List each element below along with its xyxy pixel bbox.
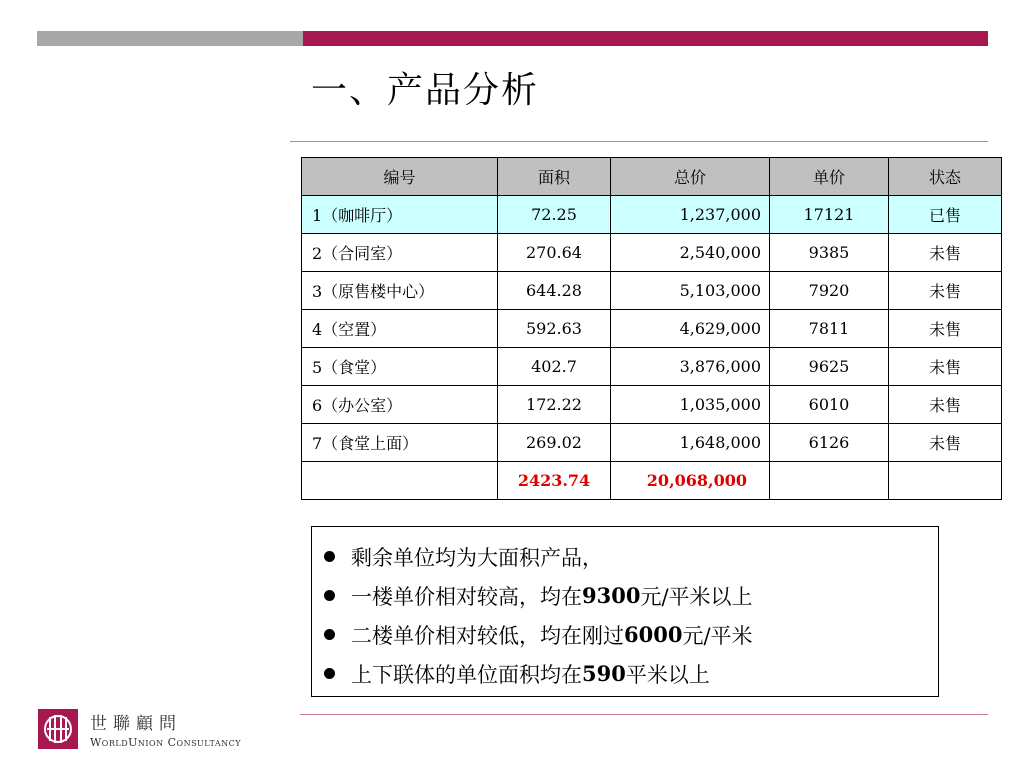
header-cell-unit-price: 单价 [770,158,889,196]
cell-id: 3（原售楼中心） [302,272,498,310]
note-text: 上下联体的单位面积均在 [351,662,582,687]
note-item [324,654,938,693]
cell-unit-price: 6010 [770,386,889,424]
table-row [302,386,1002,424]
note-item [324,615,938,654]
cell-total-label [302,462,498,500]
cell-total-price: 1,648,000 [611,424,770,462]
page-title: 一、产品分析 [311,70,540,111]
cell-area: 644.28 [498,272,611,310]
table-header-row [302,158,1002,196]
cell-total-price: 3,876,000 [611,348,770,386]
cell-id: 1（咖啡厅） [302,196,498,234]
cell-area: 592.63 [498,310,611,348]
note-text-suffix: 元/平米 [682,623,753,648]
brand-name-en: WorldUnion Consultancy [90,736,242,749]
note-number: 590 [582,661,626,686]
table-row [302,310,1002,348]
cell-id: 2（合同室） [302,234,498,272]
note-text-suffix: 平米以上 [625,662,710,687]
cell-total-empty [889,462,1002,500]
cell-unit-price: 7811 [770,310,889,348]
cell-status: 已售 [889,196,1002,234]
cell-status: 未售 [889,386,1002,424]
table-row [302,234,1002,272]
title-divider [290,141,988,142]
cell-status: 未售 [889,234,1002,272]
cell-unit-price: 9625 [770,348,889,386]
worldunion-logo-icon [38,709,78,749]
header-cell-total-price: 总价 [611,158,770,196]
note-item [324,576,938,615]
cell-total-price: 4,629,000 [611,310,770,348]
table-row [302,424,1002,462]
footer-divider [300,714,988,715]
bullet-icon [324,668,335,679]
total-price: 20,068,000 [611,462,770,500]
note-text: 一楼单价相对较高，均在 [351,584,582,609]
cell-id: 5（食堂） [302,348,498,386]
table-row [302,196,1002,234]
cell-total-empty [770,462,889,500]
cell-id: 7（食堂上面） [302,424,498,462]
cell-total-price: 2,540,000 [611,234,770,272]
cell-area: 402.7 [498,348,611,386]
table-total-row [302,462,1002,500]
header-bar-gray [37,31,303,46]
header-cell-area: 面积 [498,158,611,196]
cell-total-price: 1,237,000 [611,196,770,234]
bullet-icon [324,629,335,640]
header-bar-accent [303,31,988,46]
note-number: 9300 [582,583,641,608]
cell-area: 172.22 [498,386,611,424]
cell-id: 6（办公室） [302,386,498,424]
table-row [302,348,1002,386]
cell-status: 未售 [889,272,1002,310]
cell-unit-price: 7920 [770,272,889,310]
cell-area: 72.25 [498,196,611,234]
total-area: 2423.74 [498,462,611,500]
cell-area: 269.02 [498,424,611,462]
cell-area: 270.64 [498,234,611,272]
bullet-icon [324,551,335,562]
note-text-suffix: 元/平米以上 [640,584,753,609]
cell-unit-price: 9385 [770,234,889,272]
cell-total-price: 5,103,000 [611,272,770,310]
header-cell-id: 编号 [302,158,498,196]
note-item [324,537,938,576]
summary-notes-box [311,526,939,697]
cell-unit-price: 6126 [770,424,889,462]
note-text: 剩余单位均为大面积产品， [351,545,603,570]
note-text: 二楼单价相对较低，均在刚过 [351,623,624,648]
table-row [302,272,1002,310]
cell-total-price: 1,035,000 [611,386,770,424]
cell-status: 未售 [889,424,1002,462]
cell-id: 4（空置） [302,310,498,348]
brand-name-cn: 世聯顧問 [90,714,182,734]
cell-status: 未售 [889,310,1002,348]
header-cell-status: 状态 [889,158,1002,196]
bullet-icon [324,590,335,601]
product-table [301,157,1002,500]
cell-unit-price: 17121 [770,196,889,234]
cell-status: 未售 [889,348,1002,386]
note-number: 6000 [624,622,683,647]
